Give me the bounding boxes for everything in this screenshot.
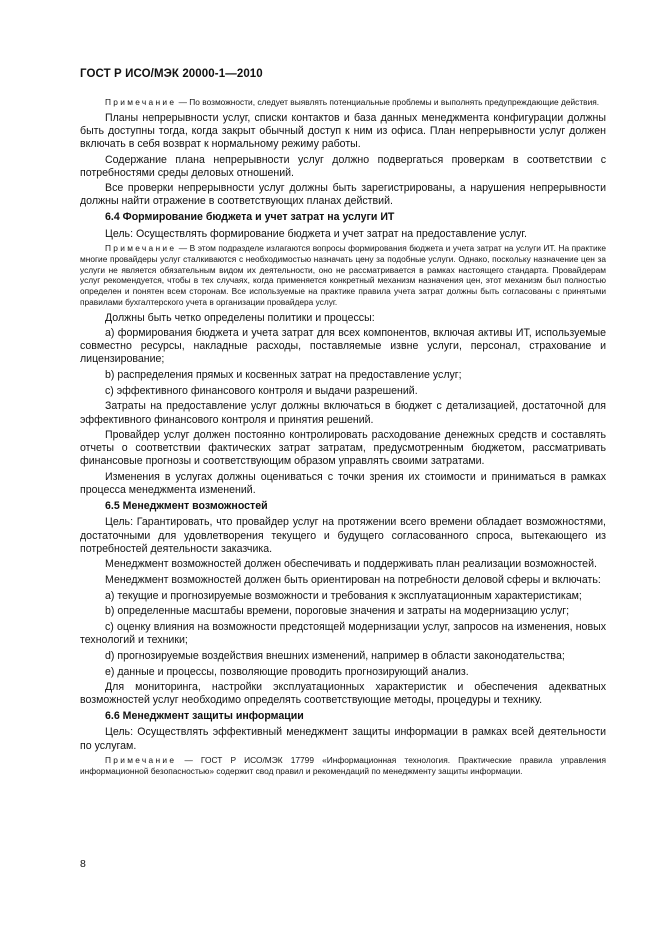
body-paragraph: Менеджмент возможностей должен быть ориентирован на потребности деловой сферы и включать: (105, 573, 601, 586)
body-paragraph: Для мониторинга, настройки эксплуатационных характеристик и обеспечения адекватных возможностей услуг необходимо определять соответствующие методы, процедуры и технику. (80, 681, 606, 707)
list-item: d) прогнозируемые воздействия внешних изменений, например в области законодательства; (105, 649, 565, 662)
note-paragraph (80, 755, 606, 776)
note-text: — ГОСТ Р ИСО/МЭК 17799 «Информационная технология. Практические правила управления информационной безопасностью» содержит свод правил и рекомендаций по менеджменту защиты информации. (80, 755, 606, 776)
body-paragraph: Содержание плана непрерывности услуг должно подвергаться проверкам в соответствии с потребностями среды деловых отношений. (80, 153, 606, 179)
note-paragraph (80, 97, 606, 108)
note-label: Примечание (105, 243, 177, 254)
list-item: b) определенные масштабы времени, пороговые значения и затраты на модернизацию услуг; (105, 605, 570, 618)
body-paragraph: Затраты на предоставление услуг должны включаться в бюджет с детализацией, достаточной для эффективного финансового контроля и принятия решений. (80, 400, 606, 426)
note-label: Примечание (105, 755, 177, 766)
page-number: 8 (80, 858, 86, 870)
body-paragraph: Цель: Осуществлять формирование бюджета и учет затрат на предоставление услуг. (105, 227, 527, 240)
section-heading: 6.6 Менеджмент защиты информации (105, 709, 304, 722)
note-text: — По возможности, следует выявлять потенциальные проблемы и выполнять предупреждающие действия. (176, 97, 600, 107)
list-item: а) текущие и прогнозируемые возможности и требования к эксплуатационным характеристикам; (105, 589, 582, 602)
body-paragraph: Цель: Гарантировать, что провайдер услуг на протяжении всего времени обладает возможностями, достаточными для удовлетворения текущего и будущего согласованного спроса, вытекающего из потребностей деятельности заказчика. (80, 516, 606, 555)
note-text: — В этом подразделе излагаются вопросы формирования бюджета и учета затрат на услуги ИТ. На практике многие провайдеры услуг сталкиваются с необходимостью назначать цену за подобные услуги. Однако, поскольку назначение цен за услуги не является обязательным видом их деятельности, оно не рассматривается в рамках настоящего стандарта. Провайдерам услуг рекомендуется, чтобы в тех случаях, когда применяется конкретный механизм назначения цен, этот механизм был полностью определен и понятен всем сторонам. Все используемые на практике правила учета затрат должны быть согласованы с принятыми правилами бухгалтерского учета в организации провайдера услуг. (80, 243, 606, 307)
section-heading: 6.5 Менеджмент возможностей (105, 499, 268, 512)
section-heading: 6.4 Формирование бюджета и учет затрат на услуги ИТ (105, 211, 395, 224)
body-paragraph: Менеджмент возможностей должен обеспечивать и поддерживать план реализации возможностей. (105, 558, 597, 571)
note-paragraph (80, 243, 606, 307)
list-item: е) данные и процессы, позволяющие проводить прогнозирующий анализ. (105, 665, 469, 678)
body-paragraph: Планы непрерывности услуг, списки контактов и база данных менеджмента конфигурации должны быть доступны тогда, когда закрыт обычный доступ к ним из офиса. План непрерывности услуг должен включать в себя возврат к нормальному режиму работы. (80, 111, 606, 150)
list-item: b) распределения прямых и косвенных затрат на предоставление услуг; (105, 369, 462, 382)
list-item: с) оценку влияния на возможности предстоящей модернизации услуг, запросов на изменения, новых технологий и техники; (80, 621, 606, 647)
body-paragraph: Изменения в услугах должны оцениваться с точки зрения их стоимости и приниматься в рамках процесса менеджмента изменений. (80, 471, 606, 497)
page-content (80, 95, 606, 781)
note-label: Примечание (105, 97, 177, 107)
list-item: с) эффективного финансового контроля и выдачи разрешений. (105, 384, 418, 397)
body-paragraph: Должны быть четко определены политики и процессы: (105, 311, 375, 324)
body-paragraph: Все проверки непрерывности услуг должны быть зарегистрированы, а нарушения непрерывности должны найти отражение в соответствующих планах действий. (80, 182, 606, 208)
body-paragraph: Провайдер услуг должен постоянно контролировать расходование денежных средств и составлять отчеты о соответствии фактических затрат затратам, предусмотренным бюджетом, рассматривать финансовые прогнозы и соответствующим образом управлять своими затратами. (80, 429, 606, 468)
document-header: ГОСТ Р ИСО/МЭК 20000-1—2010 (80, 68, 263, 80)
body-paragraph: Цель: Осуществлять эффективный менеджмент защиты информации в рамках всей деятельности по услугам. (80, 726, 606, 752)
list-item: а) формирования бюджета и учета затрат для всех компонентов, включая активы ИТ, используемые совместно ресурсы, накладные расходы, поставляемые извне услуги, персонал, страхование и лицензирование; (80, 327, 606, 366)
